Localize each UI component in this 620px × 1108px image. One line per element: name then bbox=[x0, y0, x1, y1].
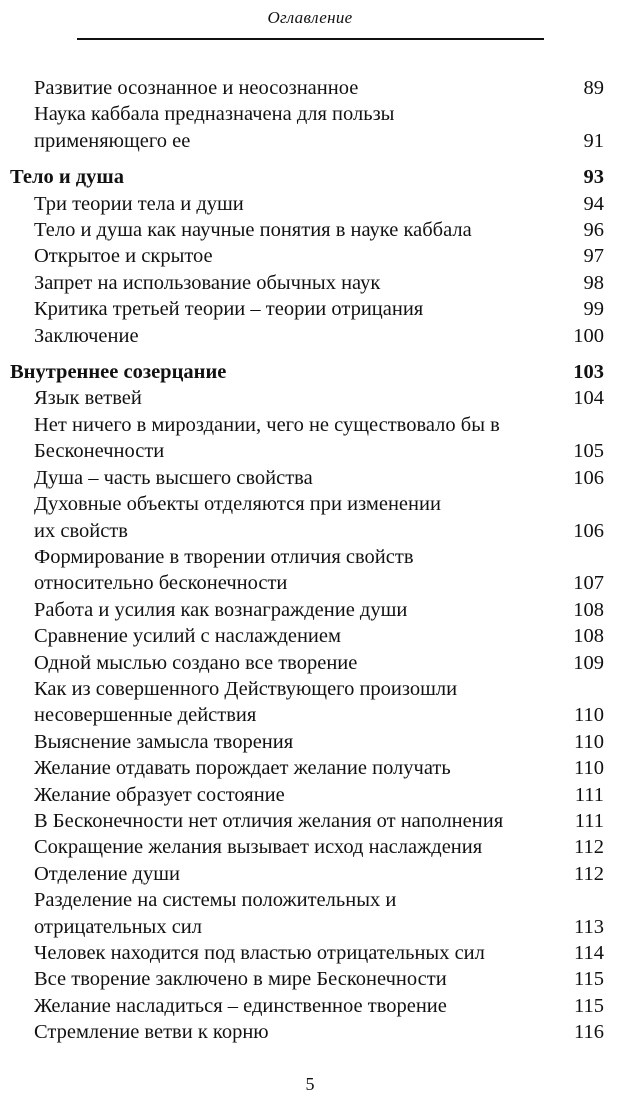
toc-entry-page: 110 bbox=[574, 757, 604, 780]
toc-entry-page: 110 bbox=[574, 704, 604, 727]
toc-entry-page: 98 bbox=[583, 271, 604, 294]
header-rule bbox=[77, 38, 544, 40]
toc-entry-title: Язык ветвей bbox=[34, 387, 142, 410]
toc-chapter bbox=[0, 359, 620, 385]
toc-entry bbox=[0, 217, 620, 243]
toc-entry bbox=[0, 465, 620, 491]
toc-entry-title-line: Духовные объекты отделяются при изменении bbox=[34, 493, 441, 516]
toc-entry-title: Заключение bbox=[34, 324, 139, 347]
toc-entry bbox=[0, 101, 620, 154]
toc-entry-title-line: Разделение на системы положительных и bbox=[34, 889, 397, 912]
toc-entry-page: 115 bbox=[574, 994, 604, 1017]
toc-entry-title: Запрет на использование обычных наук bbox=[34, 271, 381, 294]
toc-entry-title: Сокращение желания вызывает исход наслаждения bbox=[34, 836, 483, 859]
toc-entry bbox=[0, 834, 620, 860]
toc-entry bbox=[0, 491, 620, 544]
toc-entry-title-line: Наука каббала предназначена для пользы bbox=[34, 103, 395, 126]
toc-entry-page: 116 bbox=[574, 1021, 604, 1044]
toc-entry bbox=[0, 75, 620, 101]
toc-entry-page: 96 bbox=[583, 219, 604, 242]
running-header: Оглавление bbox=[267, 8, 353, 27]
toc-entry-title-line: Формирование в творении отличия свойств bbox=[34, 545, 414, 568]
toc-entry-page: 108 bbox=[573, 625, 604, 648]
toc-entry bbox=[0, 650, 620, 676]
toc-entry-page: 111 bbox=[574, 809, 604, 832]
toc-entry-title: Критика третьей теории – теории отрицания bbox=[34, 298, 424, 321]
toc-entry-page: 111 bbox=[574, 783, 604, 806]
toc-entry-title bbox=[0, 412, 620, 465]
toc-entry-page: 94 bbox=[583, 192, 604, 215]
toc-entry-page: 110 bbox=[574, 730, 604, 753]
toc-entry bbox=[0, 861, 620, 887]
toc-entry-title: Работа и усилия как вознаграждение души bbox=[34, 598, 408, 621]
toc-entry-title-line: Как из совершенного Действующего произошли bbox=[34, 677, 458, 700]
toc-entry bbox=[0, 887, 620, 940]
toc-entry-page: 112 bbox=[574, 862, 604, 885]
page-number: 5 bbox=[305, 1074, 315, 1094]
toc-entry-page: 109 bbox=[573, 651, 604, 674]
toc-entry-title: Желание отдавать порождает желание получать bbox=[34, 757, 451, 780]
toc-entry bbox=[0, 323, 620, 349]
toc-entry-title: Внутреннее созерцание bbox=[10, 361, 227, 384]
toc-entry-page: 107 bbox=[573, 572, 604, 595]
toc-entry-title-line: несовершенные действия bbox=[34, 704, 257, 727]
toc-chapter bbox=[0, 164, 620, 190]
toc-entry-title: Сравнение усилий с наслаждением bbox=[34, 625, 341, 648]
toc-entry-title: Развитие осознанное и неосознанное bbox=[34, 77, 359, 99]
toc-entry-title-line: их свойств bbox=[34, 519, 128, 542]
toc-entry-title: Три теории тела и души bbox=[34, 192, 244, 215]
toc-entry bbox=[0, 544, 620, 597]
toc-entry-page: 100 bbox=[573, 324, 604, 347]
toc-entry-page: 106 bbox=[573, 519, 604, 542]
toc-entry bbox=[0, 597, 620, 623]
toc-entry-page: 97 bbox=[583, 245, 604, 268]
toc-entry-page: 99 bbox=[583, 298, 604, 321]
toc-entry-title bbox=[0, 676, 620, 729]
toc-entry-page: 103 bbox=[573, 361, 604, 384]
toc-entry-title-line: применяющего ее bbox=[34, 129, 191, 152]
table-of-contents bbox=[0, 75, 620, 1046]
toc-entry-title: Душа – часть высшего свойства bbox=[34, 466, 313, 489]
toc-entry-title bbox=[0, 101, 620, 154]
toc-entry bbox=[0, 993, 620, 1019]
toc-entry-title bbox=[0, 544, 620, 597]
toc-entry-page: 112 bbox=[574, 836, 604, 859]
toc-entry-page: 105 bbox=[573, 440, 604, 463]
toc-entry-title: Тело и душа как научные понятия в науке каббала bbox=[34, 219, 472, 242]
toc-entry-title: Открытое и скрытое bbox=[34, 245, 213, 268]
toc-entry-title: Человек находится под властью отрицательных сил bbox=[34, 942, 485, 964]
toc-entry-page: 108 bbox=[573, 598, 604, 621]
toc-entry-title: Выяснение замысла творения bbox=[34, 730, 294, 753]
toc-entry-page: 93 bbox=[583, 166, 604, 189]
toc-entry-title-line: относительно бесконечности bbox=[34, 572, 288, 595]
toc-entry-title: Отделение души bbox=[34, 862, 180, 885]
toc-entry-page: 115 bbox=[574, 968, 604, 991]
toc-entry-page: 113 bbox=[574, 915, 604, 938]
toc-entry-title bbox=[0, 887, 620, 940]
toc-entry bbox=[0, 243, 620, 269]
toc-entry bbox=[0, 1019, 620, 1045]
toc-entry-title: В Бесконечности нет отличия желания от наполнения bbox=[34, 809, 504, 832]
toc-entry-title: Все творение заключено в мире Бесконечности bbox=[34, 968, 447, 991]
toc-entry bbox=[0, 385, 620, 411]
toc-entry bbox=[0, 729, 620, 755]
toc-entry-title-line: отрицательных сил bbox=[34, 915, 203, 938]
toc-entry-title: Одной мыслью создано все творение bbox=[34, 651, 358, 674]
toc-entry bbox=[0, 412, 620, 465]
toc-entry-title-line: Нет ничего в мироздании, чего не существовало бы в bbox=[34, 413, 500, 436]
toc-entry-title: Тело и душа bbox=[10, 166, 124, 189]
toc-entry bbox=[0, 940, 620, 966]
toc-entry bbox=[0, 966, 620, 992]
toc-entry bbox=[0, 623, 620, 649]
toc-entry-title bbox=[0, 491, 620, 544]
toc-entry bbox=[0, 191, 620, 217]
toc-entry-page: 91 bbox=[583, 129, 604, 152]
toc-entry-page: 104 bbox=[573, 387, 604, 410]
toc-entry bbox=[0, 755, 620, 781]
toc-entry bbox=[0, 676, 620, 729]
toc-entry-page: 114 bbox=[574, 942, 604, 964]
toc-entry bbox=[0, 808, 620, 834]
toc-entry-page: 89 bbox=[583, 77, 604, 99]
toc-entry-title: Желание образует состояние bbox=[34, 783, 285, 806]
toc-entry-title: Стремление ветви к корню bbox=[34, 1021, 269, 1044]
toc-entry bbox=[0, 782, 620, 808]
toc-entry-title-line: Бесконечности bbox=[34, 440, 165, 463]
toc-entry bbox=[0, 296, 620, 322]
toc-entry bbox=[0, 270, 620, 296]
toc-entry-page: 106 bbox=[573, 466, 604, 489]
toc-entry-title: Желание насладиться – единственное творение bbox=[34, 994, 447, 1017]
